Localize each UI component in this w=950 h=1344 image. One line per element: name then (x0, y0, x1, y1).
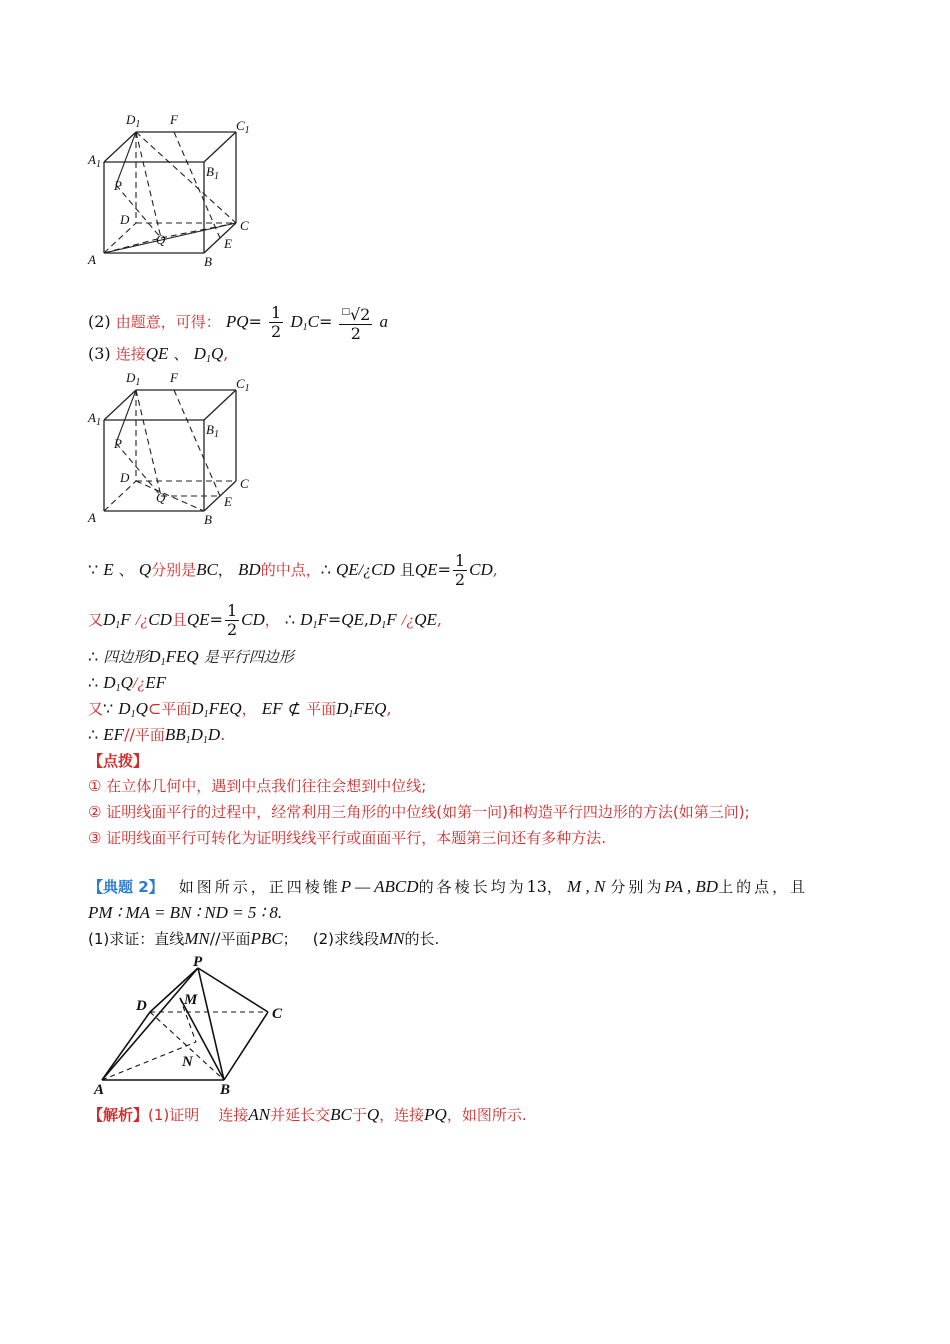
label-q: Q (156, 232, 166, 247)
proof-line-3: ∴ 四边形$D_1FEQ$ 是平行四边形 (88, 647, 294, 668)
label-f: F (170, 370, 178, 385)
label-p: P (193, 954, 203, 970)
separator: 、 (173, 345, 189, 363)
comma: , (223, 344, 229, 363)
proof-line-6: ∴ EF//平面$BB_1D_1D$. (88, 725, 226, 746)
tip-item-3: ③ 证明线面平行可转化为证明线线平行或面面平行，本题第三问还有多种方法. (88, 829, 606, 847)
label-d1: $D_1$ (126, 370, 141, 388)
label-f: F (170, 112, 178, 127)
because-symbol: ∵ (88, 560, 99, 579)
label-a1: $A_1$ (88, 410, 101, 428)
label-d: D (136, 998, 147, 1014)
solution-part-3 (88, 343, 228, 371)
label-p: P (114, 436, 122, 451)
label-m: M (184, 992, 198, 1008)
label-b1: $B_1$ (206, 164, 219, 182)
label-c: C (240, 218, 249, 233)
a-symbol: a (379, 312, 388, 331)
fraction-root2-over-2: $\frac{^□√2}{2}$ (341, 304, 371, 343)
analysis-line: 【解析】(1)证明 连接AN并延长交BC于Q，连接PQ，如图所示. (88, 1105, 527, 1124)
label-b: B (204, 512, 212, 527)
analysis-tag: 【解析】 (88, 1106, 149, 1124)
d1c-symbol: $D_1C$ (290, 312, 319, 333)
proof-line-4: ∴ $D_1Q/¿EF$ (88, 673, 167, 694)
label-e: E (224, 236, 232, 251)
equals-2: = (318, 312, 333, 331)
label-p: P (114, 178, 122, 193)
label-a: A (88, 510, 96, 525)
tips-title: 【点拨】 (88, 752, 149, 770)
solution-part-2 (88, 302, 388, 342)
pq-symbol: PQ (225, 312, 249, 331)
label-e: E (224, 494, 232, 509)
label-d: D (120, 470, 130, 485)
part-2-prefix: (2) (88, 312, 111, 331)
label-n: N (182, 1054, 193, 1070)
pyramid-diagram (90, 954, 300, 1102)
label-c: C (272, 1006, 283, 1022)
label-c1: $C_1$ (236, 376, 250, 394)
label-a: A (88, 252, 96, 267)
cube-figure-1 (86, 110, 266, 270)
label-c1: $C_1$ (236, 118, 250, 136)
part-2-text: 由题意，可得： (115, 313, 221, 331)
label-d: D (120, 212, 130, 227)
tip-item-2: ② 证明线面平行的过程中，经常利用三角形的中位线(如第一问)和构造平行四边形的方法(如第三问); (88, 803, 750, 821)
equals: = (248, 312, 262, 331)
label-b: B (220, 1082, 231, 1098)
label-a: A (94, 1082, 105, 1098)
label-b1: $B_1$ (206, 422, 219, 440)
qe-symbol: QE (145, 344, 169, 363)
d1q-symbol: $D_1Q$ (193, 344, 224, 365)
part-3-text: 连接 (115, 345, 146, 363)
cube-figure-2 (86, 368, 266, 528)
tip-item-1: ① 在立体几何中，遇到中点我们往往会想到中位线; (88, 777, 427, 795)
part-3-prefix: (3) (88, 344, 111, 363)
label-q: Q (156, 490, 166, 505)
pyramid-figure (90, 954, 300, 1102)
example-2-line-1: 【典题 2】 如图所示，正四棱锥P — ABCD的各棱长均为13， M , N 分别为PA , BD上的点，且 (88, 877, 809, 896)
label-b: B (204, 254, 212, 269)
proof-line-1: ∵ E 、 Q分别是BC， BD的中点，∴ QE/¿CD 且QE= $\frac{1}{2}$ CD, (88, 551, 498, 589)
example-2-line-2: PM ∶ MA = BN ∶ ND = 5 ∶ 8. (88, 903, 283, 922)
fraction-half: $\frac{1}{2}$ (271, 303, 282, 341)
example-2-questions: (1)求证：直线MN//平面PBC； (2)求线段MN的长. (88, 929, 440, 948)
label-a1: $A_1$ (88, 152, 101, 170)
label-d1: $D_1$ (126, 112, 141, 130)
proof-line-2: 又$D_1F$ /¿CD且QE= $\frac{1}{2}$ CD， ∴ $D_1F=QE,D_1F$ /¿QE, (88, 601, 442, 639)
label-c: C (240, 476, 249, 491)
proof-line-5: 又∵ $D_1Q\subset$平面$D_1FEQ$， EF ⊄ 平面$D_1FEQ$, (88, 699, 392, 720)
example-2-tag: 【典题 2】 (88, 878, 164, 896)
